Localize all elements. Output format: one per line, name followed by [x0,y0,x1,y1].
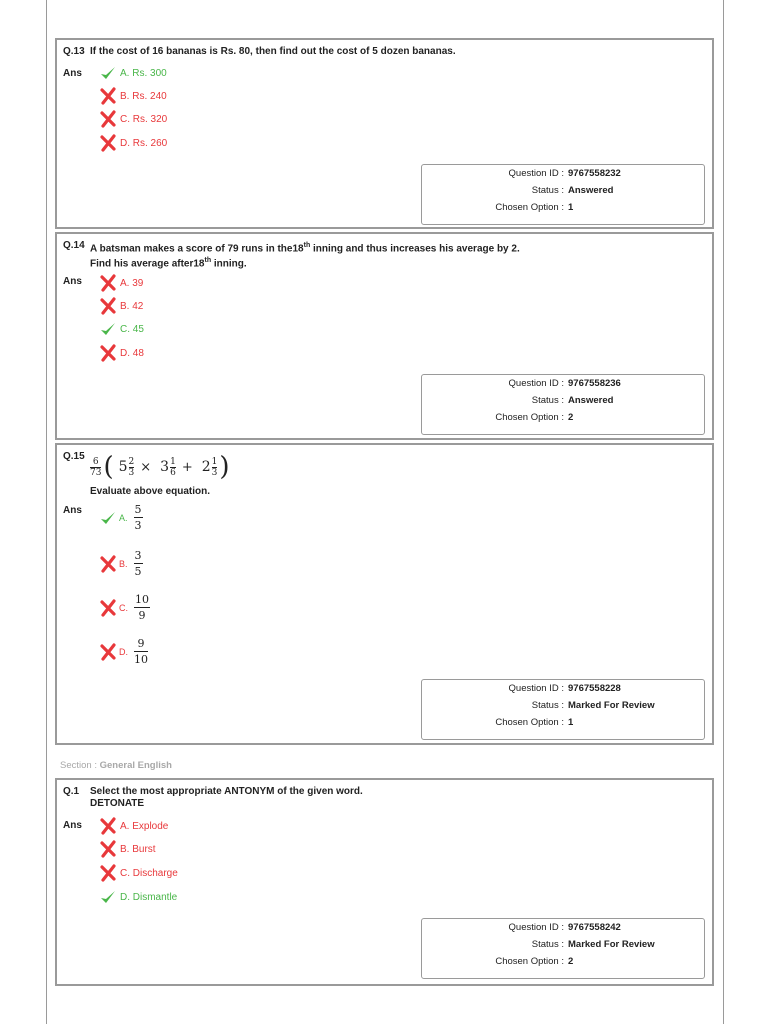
eq-leading-fraction: 6 73 [90,456,102,478]
cross-mark-icon [99,274,117,292]
chosen-option-label: Chosen Option : [495,412,564,423]
check-mark-icon [99,888,117,906]
question-id-label: Question ID : [508,168,564,179]
option-letter: C. [119,602,128,613]
section-label: Section : [60,760,97,771]
option-b [99,87,167,105]
option-fraction: $\frac{3}{5}$ [134,549,142,578]
question-number: Q.14 [63,240,85,251]
question-number: Q.13 [63,46,85,57]
cross-mark-icon [99,643,117,661]
chosen-option-value: 2 [568,412,574,423]
question-number: Q.15 [63,451,85,462]
ans-label: Ans [63,68,82,79]
question-header [63,240,520,271]
option-a [99,817,168,835]
status-value: Answered [568,185,614,196]
check-mark-icon [99,509,117,527]
question-text: If the cost of 16 bananas is Rs. 80, then find out the cost of 5 dozen bananas. [90,46,456,57]
cross-mark-icon [99,840,117,858]
option-label: D. Dismantle [120,891,178,903]
cross-mark-icon [99,344,117,362]
chosen-option-label: Chosen Option : [495,956,564,967]
option-letter: A. [119,512,128,523]
option-d [99,637,148,666]
page-left-rule [46,0,47,1024]
option-b [99,297,143,315]
question-text: Evaluate above equation. [90,486,211,497]
question-info-box [421,164,705,225]
chosen-option-value: 1 [568,202,574,213]
option-fraction: $\frac{5}{3}$ [134,503,142,532]
ans-label: Ans [63,820,82,831]
option-c [99,320,144,338]
question-id-value: 9767558236 [568,378,621,389]
ans-label: Ans [63,505,82,516]
chosen-option-value: 1 [568,717,574,728]
status-label: Status : [531,185,564,196]
option-label: A. Explode [120,820,169,832]
cross-mark-icon [99,599,117,617]
question-equation: 6 73 ( 5 2 3 × 3 1 6 + 2 1 3 ) [90,452,230,482]
cross-mark-icon [99,87,117,105]
question-text: A batsman makes a score of 79 runs in the18th inning and thus increases his average by 2. Find his average after18th inning. [90,242,520,270]
cross-mark-icon [99,134,117,152]
chosen-option-label: Chosen Option : [495,717,564,728]
option-d [99,888,177,906]
status-value: Marked For Review [568,700,655,711]
question-header [63,46,456,58]
question-card-q14 [55,232,714,440]
check-mark-icon [99,320,117,338]
status-label: Status : [531,700,564,711]
question-card-q15 [55,443,714,745]
ans-label: Ans [63,276,82,287]
page-right-rule [723,0,724,1024]
section-name: General English [99,760,172,771]
option-label: A. 39 [120,277,144,289]
status-value: Answered [568,395,614,406]
question-info-box [421,918,705,979]
question-card-q1 [55,778,714,986]
question-id-value: 9767558242 [568,922,621,933]
question-header [63,451,90,463]
question-card-q13 [55,38,714,229]
question-id-value: 9767558228 [568,683,621,694]
status-label: Status : [531,939,564,950]
question-header [63,786,363,810]
option-d [99,344,144,362]
option-label: C. Rs. 320 [120,113,168,125]
option-a [99,274,143,292]
section-header [60,760,172,771]
option-b [99,549,143,578]
option-c [99,593,150,622]
question-id-value: 9767558232 [568,168,621,179]
option-d [99,134,167,152]
question-number: Q.1 [63,786,80,797]
question-id-label: Question ID : [508,378,564,389]
question-id-label: Question ID : [508,683,564,694]
option-label: D. Rs. 260 [120,137,168,149]
option-label: C. Discharge [120,867,178,879]
question-id-label: Question ID : [508,922,564,933]
question-info-box [421,374,705,435]
option-a [99,503,143,532]
option-label: A. Rs. 300 [120,67,167,79]
cross-mark-icon [99,555,117,573]
chosen-option-value: 2 [568,956,574,967]
option-fraction: $\frac{9}{10}$ [134,637,148,666]
question-info-box [421,679,705,740]
cross-mark-icon [99,864,117,882]
option-fraction: $\frac{10}{9}$ [135,593,149,622]
cross-mark-icon [99,110,117,128]
cross-mark-icon [99,817,117,835]
chosen-option-label: Chosen Option : [495,202,564,213]
cross-mark-icon [99,297,117,315]
option-letter: B. [119,558,128,569]
status-label: Status : [531,395,564,406]
option-letter: D. [119,646,128,657]
option-c [99,110,167,128]
option-label: B. Rs. 240 [120,90,167,102]
status-value: Marked For Review [568,939,655,950]
option-c [99,864,178,882]
option-b [99,840,156,858]
question-text: Select the most appropriate ANTONYM of the given word. DETONATE [90,786,363,809]
option-label: C. 45 [120,323,144,335]
option-label: D. 48 [120,347,144,359]
option-label: B. Burst [120,843,156,855]
option-label: B. 42 [120,300,144,312]
check-mark-icon [99,64,117,82]
option-a [99,64,167,82]
